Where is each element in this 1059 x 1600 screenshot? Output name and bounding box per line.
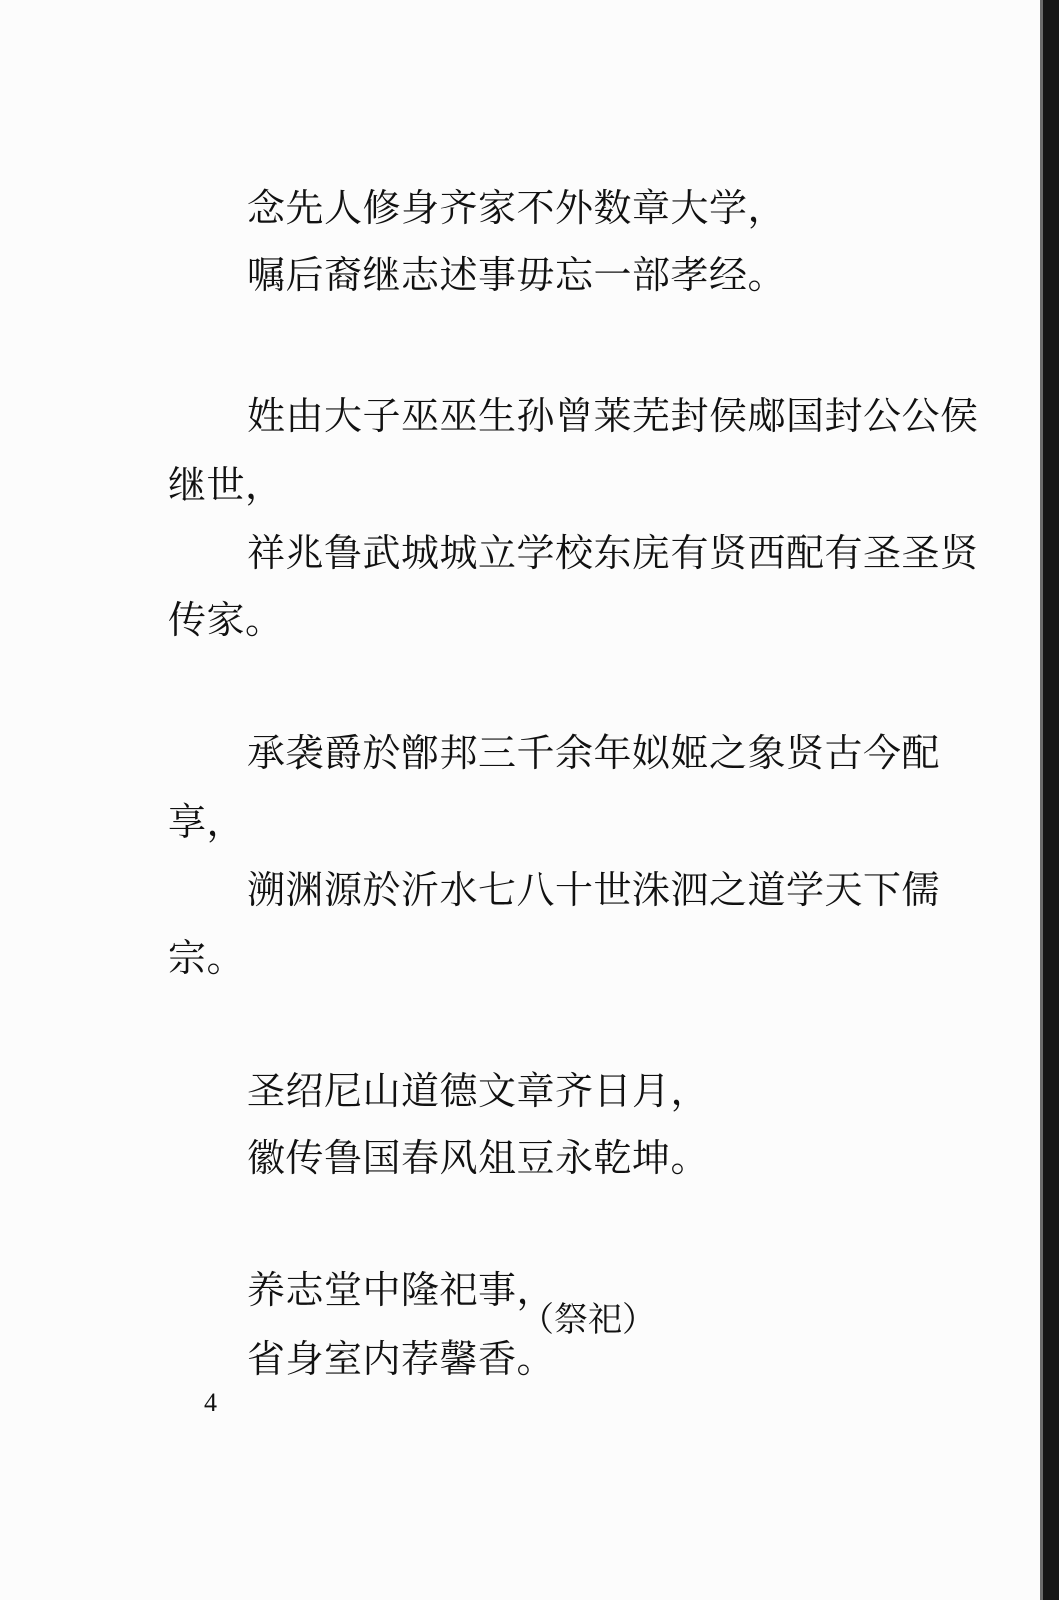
- couplet-2-line-2: 祥兆鲁武城城立学校东庑有贤西配有圣圣贤: [247, 531, 979, 575]
- couplet-3-line-2-continuation: 宗。: [168, 936, 246, 980]
- couplet-4-line-1: 圣绍尼山道德文章齐日月，: [247, 1069, 710, 1113]
- couplet-2-line-2-continuation: 传家。: [168, 598, 284, 642]
- couplet-3-line-1-continuation: 享，: [168, 800, 246, 844]
- couplet-5-line-2: 省身室内荐馨香。: [247, 1337, 556, 1381]
- couplet-2-line-1-continuation: 继世，: [168, 463, 284, 507]
- couplet-5-line-1: 养志堂中隆祀事，: [247, 1268, 556, 1312]
- page-number: 4: [204, 1388, 217, 1417]
- couplet-3-line-2: 溯渊源於沂水七八十世洙泗之道学天下儒: [247, 868, 941, 912]
- couplet-3-line-1: 承袭爵於鄫邦三千余年姒姬之象贤古今配: [247, 731, 941, 775]
- couplet-2-line-1: 姓由大子巫巫生孙曾莱芜封侯郕国封公公侯: [247, 394, 979, 438]
- scan-edge-shadow: [1040, 0, 1059, 1600]
- couplet-5-note: （祭祀）: [520, 1300, 656, 1340]
- couplet-4-line-2: 徽传鲁国春风俎豆永乾坤。: [247, 1136, 710, 1180]
- couplet-1-line-1: 念先人修身齐家不外数章大学，: [247, 186, 787, 230]
- couplet-1-line-2: 嘱后裔继志述事毋忘一部孝经。: [247, 253, 787, 297]
